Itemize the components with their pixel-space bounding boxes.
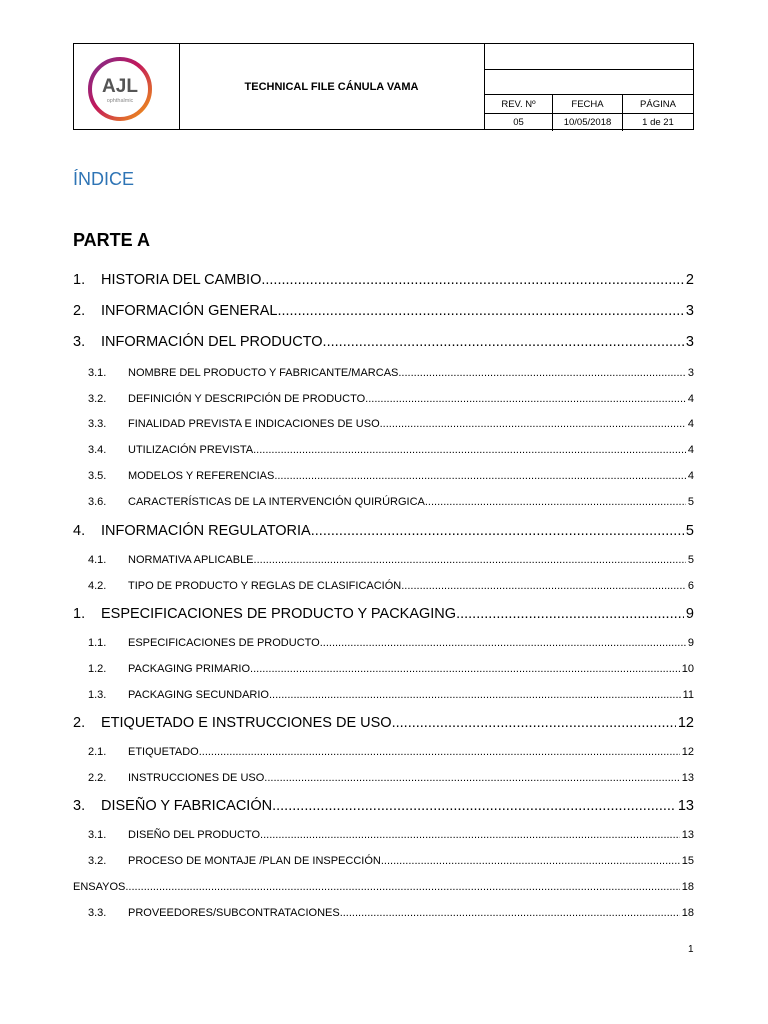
toc-entry[interactable]: 2.2. INSTRUCCIONES DE USO ..... 13 — [73, 772, 694, 784]
toc-entry[interactable]: 1. HISTORIA DEL CAMBIO ..... 2 — [73, 272, 694, 288]
toc-entry[interactable]: 3.1. DISEÑO DEL PRODUCTO ..... 13 — [73, 829, 694, 841]
toc-entry[interactable]: 3.3. PROVEEDORES/SUBCONTRATACIONES ..... 18 — [73, 907, 694, 919]
page-value: 1 de 21 — [642, 116, 674, 128]
toc-entry[interactable]: 3.1. NOMBRE DEL PRODUCTO Y FABRICANTE/MARCAS ..... 3 — [73, 367, 694, 379]
part-heading: PARTE A — [73, 230, 151, 250]
toc-entry[interactable]: 3.3. FINALIDAD PREVISTA E INDICACIONES DE USO ..... 4 — [73, 418, 694, 430]
revision-block — [485, 44, 693, 129]
document-header — [73, 43, 694, 130]
rev-value: 05 — [485, 113, 553, 131]
toc-entry[interactable]: 3.5. MODELOS Y REFERENCIAS ..... 4 — [73, 470, 694, 482]
toc-entry[interactable]: ENSAYOS ..... 18 — [73, 881, 694, 893]
page-label: PÁGINA — [640, 98, 676, 110]
toc-entry[interactable]: 1.3. PACKAGING SECUNDARIO ..... 11 — [73, 689, 694, 701]
toc-entry[interactable]: 3.2. DEFINICIÓN Y DESCRIPCIÓN DE PRODUCTO ..... 4 — [73, 393, 694, 405]
date-label: FECHA — [553, 95, 623, 113]
page-number: 1 — [688, 944, 694, 955]
rev-label: REV. Nº — [485, 95, 553, 113]
toc-entry[interactable]: 1.1. ESPECIFICACIONES DE PRODUCTO ..... 9 — [73, 637, 694, 649]
toc-entry[interactable]: 4.1. NORMATIVA APLICABLE ..... 5 — [73, 554, 694, 566]
toc-entry[interactable]: 3. INFORMACIÓN DEL PRODUCTO ..... 3 — [73, 334, 694, 350]
toc-entry[interactable]: 2. INFORMACIÓN GENERAL ..... 3 — [73, 303, 694, 319]
ajl-logo-icon — [74, 44, 179, 129]
toc-entry[interactable]: 1. ESPECIFICACIONES DE PRODUCTO Y PACKAGING ..... 9 — [73, 606, 694, 622]
toc-entry[interactable]: 3.6. CARACTERÍSTICAS DE LA INTERVENCIÓN QUIRÚRGICA ..... 5 — [73, 496, 694, 508]
index-heading: ÍNDICE — [73, 169, 135, 189]
toc-entry[interactable]: 2.1. ETIQUETADO ..... 12 — [73, 746, 694, 758]
toc-entry[interactable]: 3.4. UTILIZACIÓN PREVISTA ..... 4 — [73, 444, 694, 456]
toc-entry[interactable]: 1.2. PACKAGING PRIMARIO ..... 10 — [73, 663, 694, 675]
toc-entry[interactable]: 2. ETIQUETADO E INSTRUCCIONES DE USO ..... 12 — [73, 715, 694, 731]
document-title: TECHNICAL FILE CÁNULA VAMA — [179, 44, 485, 129]
date-value: 10/05/2018 — [553, 113, 623, 131]
toc-entry[interactable]: 3. DISEÑO Y FABRICACIÓN ..... 13 — [73, 798, 694, 814]
svg-text:AJL: AJL — [102, 76, 138, 97]
svg-text:ophthalmic: ophthalmic — [106, 98, 134, 104]
toc-entry[interactable]: 3.2. PROCESO DE MONTAJE /PLAN DE INSPECCIÓN ..... 15 — [73, 855, 694, 867]
toc-entry[interactable]: 4.2. TIPO DE PRODUCTO Y REGLAS DE CLASIFICACIÓN ..... 6 — [73, 580, 694, 592]
toc-entry[interactable]: 4. INFORMACIÓN REGULATORIA ..... 5 — [73, 523, 694, 539]
logo — [74, 44, 180, 129]
